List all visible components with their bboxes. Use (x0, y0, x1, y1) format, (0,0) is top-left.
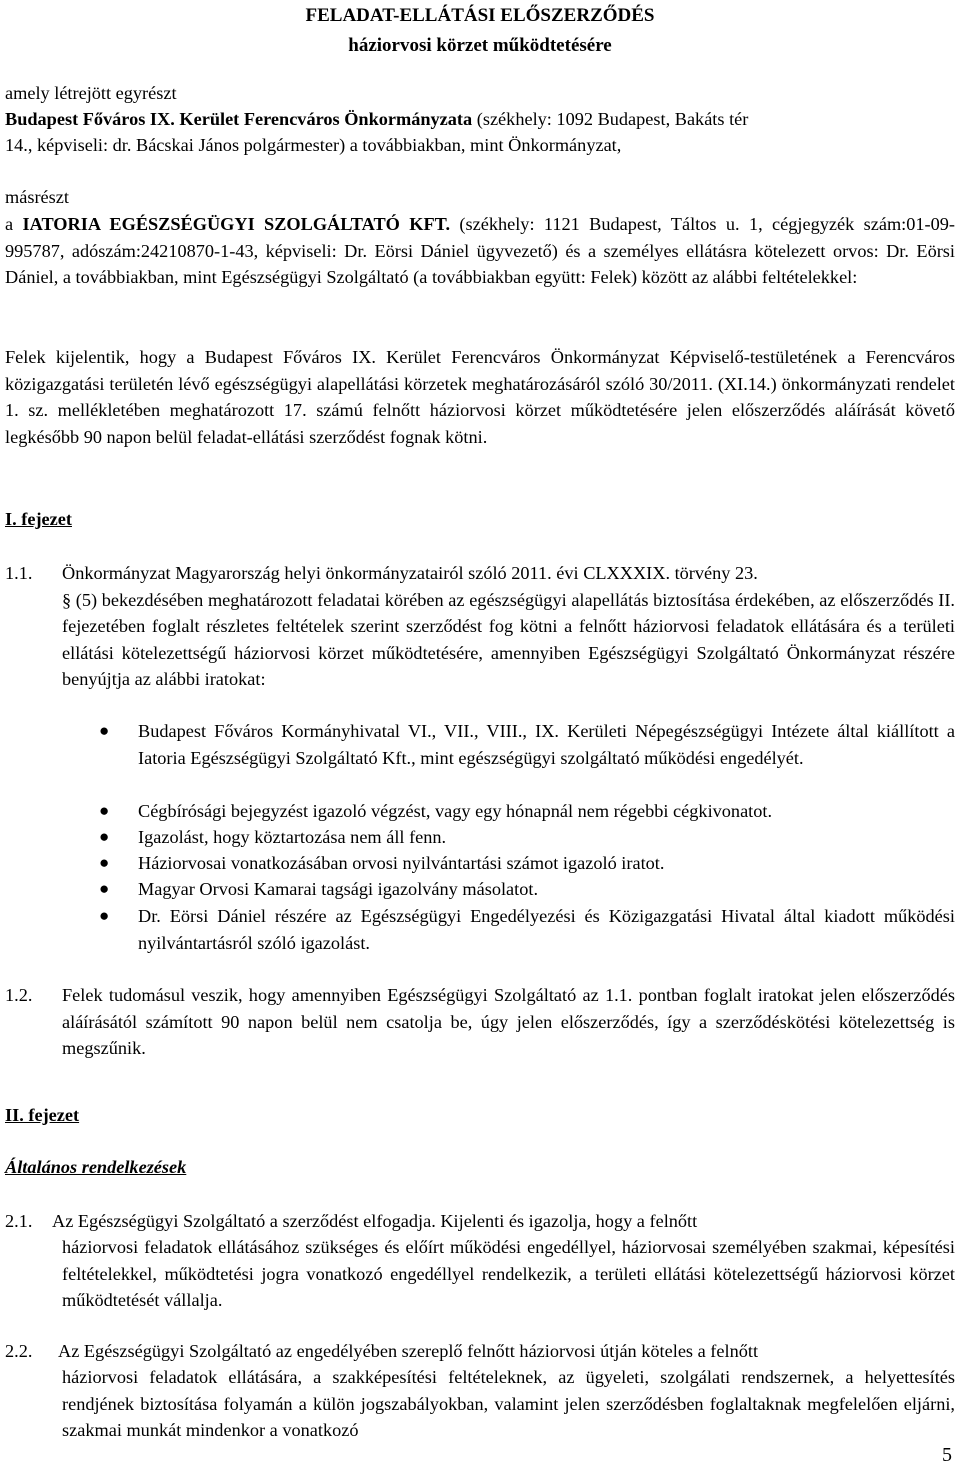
chapter2-subheading: Általános rendelkezések (5, 1157, 187, 1177)
section-2-2-first-line: Az Egészségügyi Szolgáltató az engedélyében szereplő felnőtt háziorvosi útján köteles a felnőtt (58, 1341, 759, 1361)
chapter1-heading: I. fejezet (5, 509, 72, 529)
bullet-icon: ● (99, 827, 110, 846)
list-item: Dr. Eörsi Dániel részére az Egészségügyi Engedélyezési és Közigazgatási Hivatal által kiadott működési nyilvántartásról szóló igazolást. (138, 906, 955, 953)
section-2-1-first-line: Az Egészségügyi Szolgáltató a szerződést elfogadja. Kijelenti és igazolja, hogy a felnőtt (52, 1211, 698, 1231)
section-2-1-number: 2.1. (5, 1211, 33, 1231)
intro-line: amely létrejött egyrészt (5, 83, 177, 103)
chapter2-heading: II. fejezet (5, 1105, 80, 1125)
list-item: Háziorvosai vonatkozásában orvosi nyilvántartási számot igazoló iratot. (138, 853, 665, 873)
section-2-1-text: háziorvosi feladatok ellátásához szükséges és előírt működési engedéllyel, háziorvosai személyében szakmai, képesítési feltételekkel, működtetési jogra vonatkozó engedéllyel rendelkezik, a területi ellátási kötelezettségű háziorvosi körzet működtetését vállalja. (62, 1237, 955, 1310)
list-item: Igazolást, hogy köztartozása nem áll fenn. (138, 827, 447, 847)
section-2-2-text: háziorvosi feladatok ellátására, a szakképesítési feltételeknek, az ügyeleti, szolgálati rendszernek, a helyettesítés rendjének biztosítása folyamán a külön jogszabályokban, valamint jelen szerződésben foglaltaknak megfelelően eljárni, szakmai munkát mindenkor a vonatkozó (62, 1367, 955, 1440)
section-1-1-number: 1.1. (5, 563, 33, 583)
party1-name: Budapest Főváros IX. Kerület Ferencváros Önkormányzata (5, 109, 473, 129)
bullet-icon: ● (99, 879, 110, 898)
party1-line2: 14., képviseli: dr. Bácskai János polgármester) a továbbiakban, mint Önkormányzat, (5, 135, 622, 155)
bullet-icon: ● (99, 721, 110, 740)
list-item: Budapest Főváros Kormányhivatal VI., VII., VIII., IX. Kerületi Népegészségügyi Intézete által kiállított a Iatoria Egészségügyi Szolgáltató Kft., mint egészségügyi szolgáltató működési engedélyét. (138, 721, 955, 768)
party2-paragraph: a IATORIA EGÉSZSÉGÜGYI SZOLGÁLTATÓ KFT. (székhely: 1121 Budapest, Táltos u. 1, cégjegyzék szám:01-09-995787, adószám:24210870-1-43, képviseli: Dr. Eörsi Dániel ügyvezető) és a személyes ellátásra kötelezett orvos: Dr. Eörsi Dániel, a továbbiakban, mint Egészségügyi Szolgáltató (a továbbiakban együtt: Felek) között az alábbi feltételekkel: (5, 214, 955, 287)
bullet-icon: ● (99, 801, 110, 820)
list-item: Magyar Orvosi Kamarai tagsági igazolvány másolatot. (138, 879, 539, 899)
page-number: 5 (942, 1444, 952, 1466)
document-title-block (0, 4, 960, 58)
list-item: Cégbírósági bejegyzést igazoló végzést, vagy egy hónapnál nem régebbi cégkivonatot. (138, 801, 773, 821)
section-1-1-text: Önkormányzat Magyarország helyi önkormányzatairól szóló 2011. évi CLXXXIX. törvény 23. § (5) bekezdésében meghatározott feladatai körében az egészségügyi alapellátás biztosítása érdekében, az előszerződés II. fejezetében foglalt részletes feltételek szerint szerződést fog kötni a felnőtt háziorvosi feladatok ellátására és a területi ellátási kötelezettségű háziorvosi körzet működtetésére, amennyiben Egészségügyi Szolgáltató Önkormányzat részére benyújtja az alábbi iratokat: (62, 563, 955, 689)
section-1-2-number: 1.2. (5, 985, 33, 1005)
party2-name: IATORIA EGÉSZSÉGÜGYI SZOLGÁLTATÓ KFT. (22, 214, 451, 234)
party1-line1: Budapest Főváros IX. Kerület Ferencváros Önkormányzata (székhely: 1092 Budapest, Bakáts tér (5, 109, 749, 129)
bullet-icon: ● (99, 853, 110, 872)
masreszt-line: másrészt (5, 187, 69, 207)
bullet-icon: ● (99, 906, 110, 925)
section-1-2-text: Felek tudomásul veszik, hogy amennyiben Egészségügyi Szolgáltató az 1.1. pontban foglalt iratokat jelen előszerződés aláírásától számított 90 napon belül nem csatolja be, úgy jelen előszerződés, így a szerződéskötési kötelezettség is megszűnik. (62, 985, 955, 1058)
document-subtitle: háziorvosi körzet működtetésére (348, 35, 612, 56)
document-title: FELADAT-ELLÁTÁSI ELŐSZERZŐDÉS (305, 5, 655, 26)
section-2-2-number: 2.2. (5, 1341, 33, 1361)
preamble-paragraph: Felek kijelentik, hogy a Budapest Főváros IX. Kerület Ferencváros Önkormányzat Képviselő-testületének a Ferencváros közigazgatási területén lévő egészségügyi alapellátási körzetek meghatározásáról szóló 30/2011. (XI.14.) önkormányzati rendelet 1. sz. mellékletében meghatározott 17. számú felnőtt háziorvosi körzet működtetésére jelen előszerződés aláírását követő legkésőbb 90 napon belül feladat-ellátási szerződést fognak kötni. (5, 347, 955, 447)
